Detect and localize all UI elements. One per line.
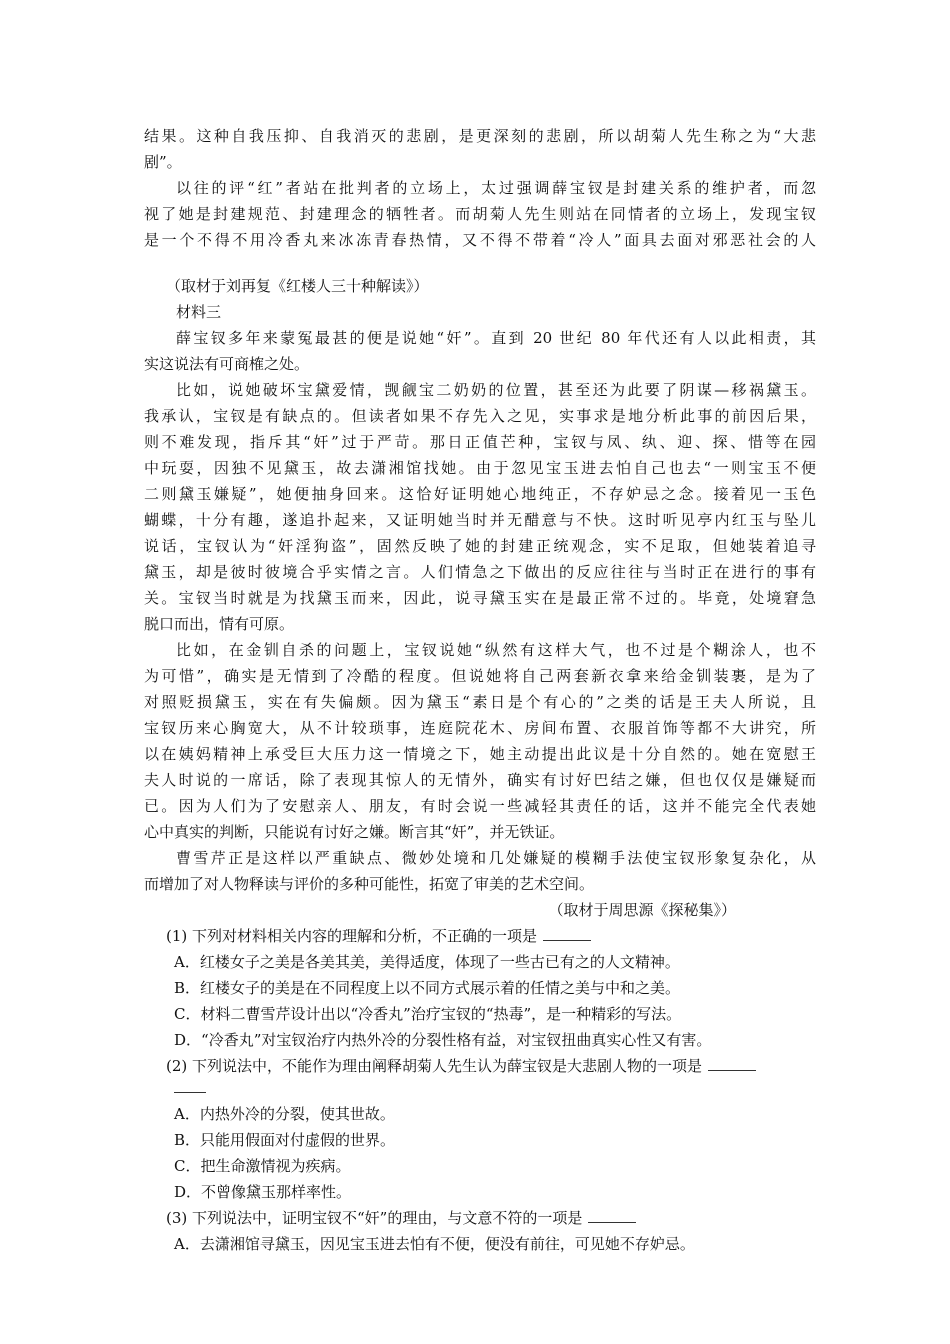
text-line xyxy=(144,1208,816,1228)
line-text: 蝴蝶，十分有趣，遂追扑起来，又证明她当时并无醋意与不快。这时听见亭内红玉与坠儿 xyxy=(144,511,816,529)
text-line xyxy=(144,1130,816,1150)
line-text: 为可惜”，确实是无情到了冷酷的程度。但说她将自己两套新衣拿来给金钏装裹，是为了 xyxy=(144,667,816,685)
line-text: 我承认，宝钗是有缺点的。但读者如果不存先入之见，实事求是地分析此事的前因后果， xyxy=(144,407,816,425)
line-text: 薛宝钗多年来蒙冤最甚的便是说她“奸”。直到 20 世纪 80 年代还有人以此相责，其 xyxy=(176,329,816,347)
line-text: 以在姨妈精神上承受巨大压力这一情境之下，她主动提出此议是十分自然的。她在宽慰王 xyxy=(144,745,816,763)
text-line xyxy=(144,770,816,790)
line-text: 脱口而出，情有可原。 xyxy=(144,615,295,633)
text-line xyxy=(144,354,816,374)
text-line xyxy=(144,1056,816,1076)
line-text: C．材料二曹雪芹设计出以“冷香丸”治疗宝钗的“热毒”，是一种精彩的写法。 xyxy=(174,1005,682,1023)
line-text: 心中真实的判断，只能说有讨好之嫌。断言其“奸”，并无铁证。 xyxy=(144,823,565,841)
line-text: A．红楼女子之美是各美其美，美得适度，体现了一些古已有之的人文精神。 xyxy=(174,953,680,971)
line-text: D．不曾像黛玉那样率性。 xyxy=(174,1183,352,1201)
line-text: 实这说法有可商榷之处。 xyxy=(144,355,310,373)
line-text: 二则黛玉嫌疑”，她便抽身回来。这恰好证明她心地纯正，不存妒忌之念。接着见一玉色 xyxy=(144,485,816,503)
line-text: 则不难发现，指斥其“奸”过于严苛。那日正值芒种，宝钗与凤、纨、迎、探、惜等在园 xyxy=(144,433,816,451)
line-text: D．“冷香丸”对宝钗治疗内热外冷的分裂性格有益，对宝钗扭曲真实心性又有害。 xyxy=(174,1031,712,1049)
line-text: 曹雪芹正是这样以严重缺点、微妙处境和几处嫌疑的模糊手法使宝钗形象复杂化，从 xyxy=(176,849,816,867)
text-line xyxy=(144,484,816,504)
text-line xyxy=(144,562,816,582)
text-line xyxy=(144,126,816,146)
text-line xyxy=(144,510,816,530)
line-text: 宝钗历来心胸宽大，从不计较琐事，连庭院花木、房间布置、衣服首饰等都不大讲究，所 xyxy=(144,719,816,737)
text-line xyxy=(144,302,816,322)
line-text: 而增加了对人物释读与评价的多种可能性，拓宽了审美的艺术空间。 xyxy=(144,875,595,893)
line-text: 说话，宝钗认为“奸淫狗盗”，固然反映了她的封建正统观念，实不足取，但她装着追寻 xyxy=(144,537,816,555)
text-line xyxy=(144,926,816,946)
line-text: B．红楼女子的美是在不同程度上以不同方式展示着的任情之美与中和之美。 xyxy=(174,979,681,997)
text-line xyxy=(144,796,816,816)
line-text: 关。宝钗当时就是为找黛玉而来，因此，说寻黛玉实在是最正常不过的。毕竟，处境窘急 xyxy=(144,589,816,607)
text-line xyxy=(144,1104,816,1124)
text-line xyxy=(144,1182,816,1202)
text-line xyxy=(144,230,816,250)
line-text: A．去潇湘馆寻黛玉，因见宝玉进去怕有不便，便没有前往，可见她不存妒忌。 xyxy=(174,1235,695,1253)
text-line xyxy=(144,178,816,198)
line-text: 夫人时说的一席话，除了表现其惊人的无情外，确实有讨好巴结之嫌，但也仅仅是嫌疑而 xyxy=(144,771,816,789)
text-line xyxy=(144,1030,816,1050)
text-line xyxy=(144,152,816,172)
line-text: 比如，在金钏自杀的问题上，宝钗说她“纵然有这样大气，也不过是个糊涂人，也不 xyxy=(176,641,816,659)
text-line xyxy=(144,822,816,842)
line-text: 视了她是封建规范、封建理念的牺牲者。而胡菊人先生则站在同情者的立场上，发现宝钗 xyxy=(144,205,816,223)
text-line xyxy=(144,978,816,998)
line-text: 中玩耍，因独不见黛玉，故去潇湘馆找她。由于忽见宝玉进去怕自己也去“一则宝玉不便 xyxy=(144,459,816,477)
answer-blank[interactable] xyxy=(708,1056,756,1071)
text-line xyxy=(144,380,816,400)
text-line xyxy=(144,666,816,686)
line-text: 已。因为人们为了安慰亲人、朋友，有时会说一些减轻其责任的话，这并不能完全代表她 xyxy=(144,797,816,815)
line-text: （取材于周思源《探秘集》） xyxy=(548,901,736,919)
text-line xyxy=(144,276,816,296)
line-text: B．只能用假面对付虚假的世界。 xyxy=(174,1131,396,1149)
text-line xyxy=(144,1234,816,1254)
text-line xyxy=(144,848,816,868)
text-line xyxy=(144,692,816,712)
line-text: （取材于刘再复《红楼人三十种解读》） xyxy=(166,277,429,295)
line-text: 以往的评“红”者站在批判者的立场上，太过强调薛宝钗是封建关系的维护者，而忽 xyxy=(176,179,816,197)
line-text: 材料三 xyxy=(176,303,222,321)
text-line xyxy=(144,1078,816,1098)
text-line xyxy=(144,432,816,452)
text-line xyxy=(144,718,816,738)
text-line xyxy=(144,1156,816,1176)
line-text: 结果。这种自我压抑、自我消灭的悲剧，是更深刻的悲剧，所以胡菊人先生称之为“大悲 xyxy=(144,127,816,145)
text-line xyxy=(144,874,816,894)
line-text: (1) 下列对材料相关内容的理解和分析，不正确的一项是 xyxy=(166,927,538,945)
text-line xyxy=(144,614,816,634)
answer-blank[interactable] xyxy=(543,926,591,941)
line-text: A．内热外冷的分裂，使其世故。 xyxy=(174,1105,395,1123)
line-text: (2) 下列说法中，不能作为理由阐释胡菊人先生认为薛宝钗是大悲剧人物的一项是 xyxy=(166,1057,703,1075)
text-line xyxy=(144,328,816,348)
text-line xyxy=(144,1004,816,1024)
line-text: 剧”。 xyxy=(144,153,182,171)
line-text: 比如，说她破坏宝黛爱情，觊觎宝二奶奶的位置，甚至还为此要了阴谋—移祸黛玉。 xyxy=(176,381,816,399)
text-line xyxy=(144,204,816,224)
text-line xyxy=(144,458,816,478)
line-text: 黛玉，却是彼时彼境合乎实情之言。人们情急之下做出的反应往往与当时正在进行的事有 xyxy=(144,563,816,581)
line-text: 是一个不得不用冷香丸来冰冻青春热情，又不得不带着“冷人”面具去面对邪恶社会的人 xyxy=(144,231,816,249)
text-line xyxy=(144,588,816,608)
text-line xyxy=(144,640,816,660)
line-text: 对照贬损黛玉，实在有失偏颇。因为黛玉“素日是个有心的”之类的话是王夫人所说，且 xyxy=(144,693,816,711)
text-line xyxy=(144,406,816,426)
text-line xyxy=(144,536,816,556)
text-line xyxy=(144,900,736,920)
answer-blank[interactable] xyxy=(588,1208,636,1223)
text-line xyxy=(144,952,816,972)
text-line xyxy=(144,744,816,764)
answer-blank[interactable] xyxy=(174,1078,206,1093)
line-text: (3) 下列说法中，证明宝钗不“奸”的理由，与文意不符的一项是 xyxy=(166,1209,583,1227)
line-text: C．把生命激情视为疾病。 xyxy=(174,1157,351,1175)
